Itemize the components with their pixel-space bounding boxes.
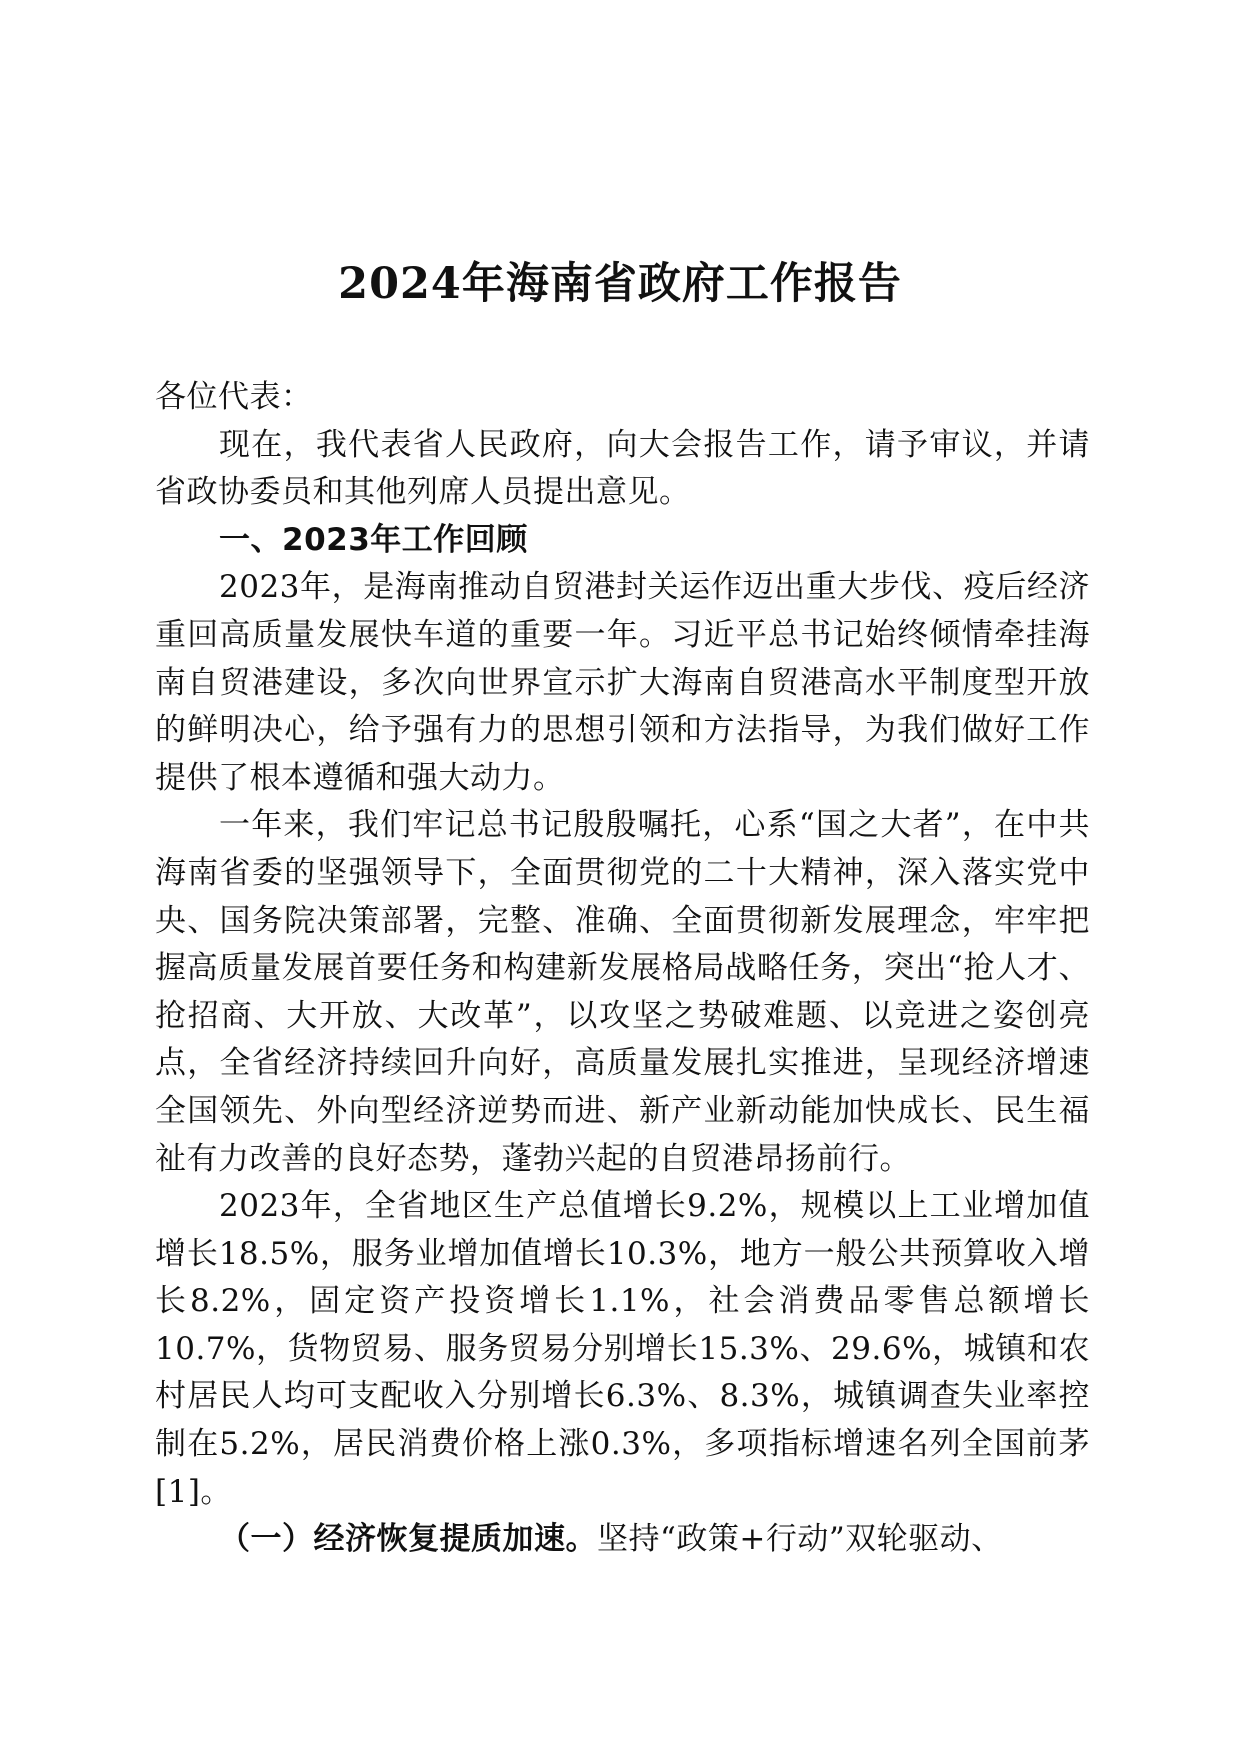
subsection-text: 坚持“政策+行动”双轮驱动、 xyxy=(597,1521,1003,1558)
salutation: 各位代表： xyxy=(155,379,313,415)
body-paragraph-1: 2023年，是海南推动自贸港封关运作迈出重大步伐、疫后经济重回高质量发展快车道的重要一年。习近平总书记始终倾情牵挂海南自贸港建设，多次向世界宣示扩大海南自贸港高水平制度型开放的鲜明决心，给予强有力的思想引领和方法指导，为我们做好工作提供了根本遵循和强大动力。 xyxy=(155,569,1090,796)
document-title: 2024年海南省政府工作报告 xyxy=(338,259,902,309)
intro-paragraph: 现在，我代表省人民政府，向大会报告工作，请予审议，并请省政协委员和其他列席人员提出意见。 xyxy=(155,426,1090,511)
subsection-paragraph xyxy=(155,1516,1090,1564)
body-paragraph-2: 一年来，我们牢记总书记殷殷嘱托，心系“国之大者”，在中共海南省委的坚强领导下，全面贯彻党的二十大精神，深入落实党中央、国务院决策部署，完整、准确、全面贯彻新发展理念，牢牢把握高质量发展首要任务和构建新发展格局战略任务，突出“抢人才、抢招商、大开放、大改革”，以攻坚之势破难题、以竞进之姿创亮点，全省经济持续回升向好，高质量发展扎实推进，呈现经济增速全国领先、外向型经济逆势而进、新产业新动能加快成长、民生福祉有力改善的良好态势，蓬勃兴起的自贸港昂扬前行。 xyxy=(155,807,1090,1177)
document-body xyxy=(155,374,1090,1564)
body-paragraph-3: 2023年，全省地区生产总值增长9.2%，规模以上工业增加值增长18.5%，服务业增加值增长10.3%，地方一般公共预算收入增长8.2%，固定资产投资增长1.1%，社会消费品零售总额增长10.7%，货物贸易、服务贸易分别增长15.3%、29.6%，城镇和农村居民人均可支配收入分别增长6.3%、8.3%，城镇调查失业率控制在5.2%，居民消费价格上涨0.3%，多项指标增速名列全国前茅[1]。 xyxy=(155,1188,1090,1510)
subsection-heading: （一）经济恢复提质加速。 xyxy=(219,1521,597,1558)
section-heading: 一、2023年工作回顾 xyxy=(219,521,528,558)
